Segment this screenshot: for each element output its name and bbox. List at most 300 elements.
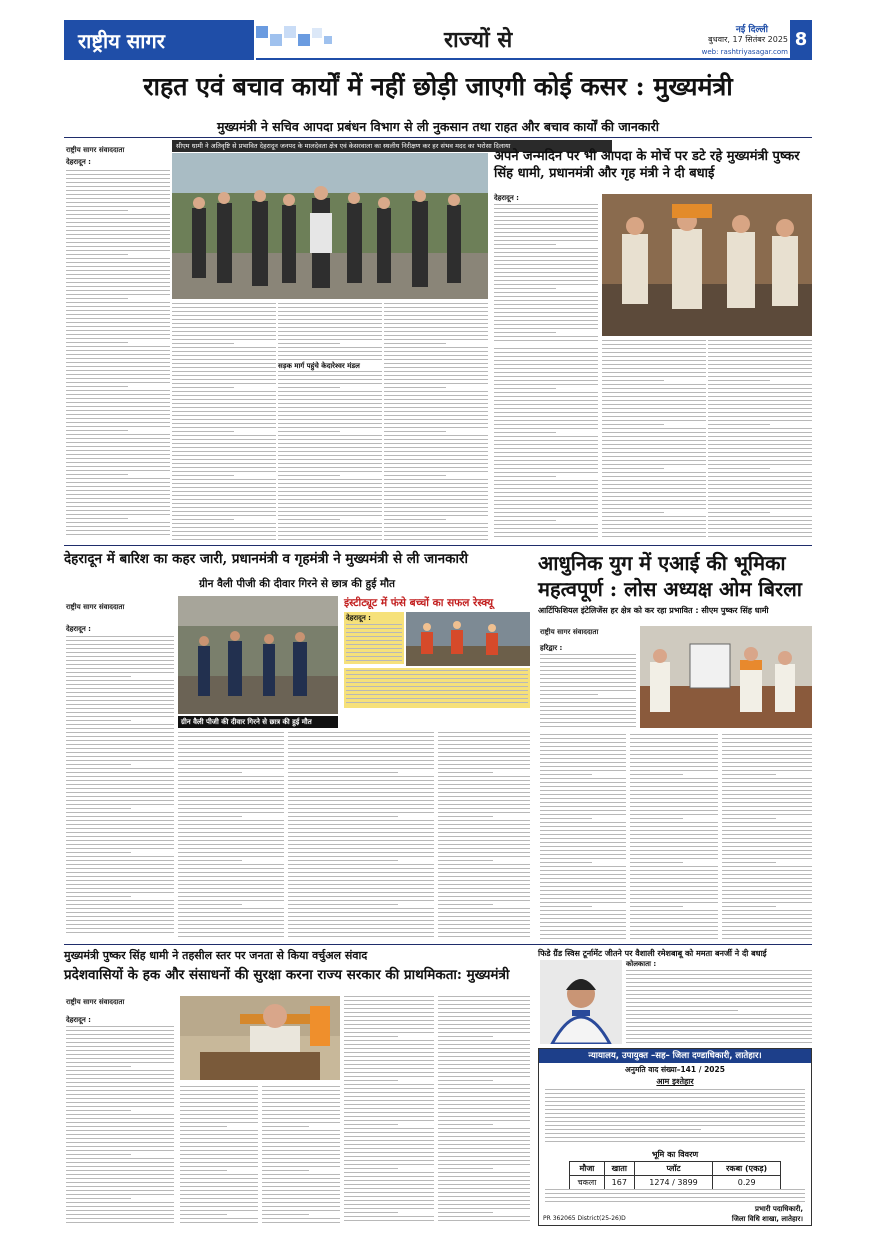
- text-line: [602, 528, 706, 529]
- text-line: [384, 455, 488, 456]
- text-line: [384, 463, 488, 464]
- text-line: [344, 1200, 434, 1201]
- text-line: [384, 339, 488, 340]
- text-line: [438, 1176, 530, 1177]
- text-line: [172, 403, 276, 404]
- text-line: [278, 471, 382, 472]
- text-line: [384, 495, 488, 496]
- text-line: [178, 932, 284, 933]
- text-line: [66, 688, 174, 689]
- text-line: [438, 1132, 530, 1133]
- text-line: [540, 718, 636, 719]
- text-line: [626, 1002, 812, 1003]
- text-line: [278, 495, 382, 496]
- text-line: [540, 914, 626, 915]
- text-line: [66, 438, 170, 439]
- chess-headline: फिडे ग्रैंड स्विस टूर्नामेंट जीतने पर वैशाली रमेशबाबू को ममता बनर्जी ने दी बधाई: [538, 949, 767, 958]
- text-line: [178, 920, 284, 921]
- text-line: [630, 870, 718, 871]
- text-line: [708, 496, 812, 497]
- text-line: [344, 812, 434, 813]
- text-line: [66, 1046, 174, 1047]
- text-line: [722, 930, 812, 931]
- text-line: [66, 1106, 174, 1107]
- text-line: [438, 1164, 530, 1165]
- text-line: [344, 756, 434, 757]
- text-line: [494, 392, 598, 393]
- text-line: [172, 539, 276, 540]
- text-line: [545, 1113, 805, 1114]
- text-line: [172, 383, 276, 384]
- text-line: [346, 678, 528, 679]
- text-line: [66, 1110, 131, 1111]
- text-line: [66, 1146, 174, 1147]
- text-line: [540, 790, 626, 791]
- text-line: [178, 792, 284, 793]
- text-line: [438, 1040, 530, 1041]
- text-line: [630, 734, 718, 735]
- text-line: [384, 523, 488, 524]
- text-line: [344, 800, 434, 801]
- text-line: [602, 344, 706, 345]
- text-line: [384, 531, 488, 532]
- text-line: [540, 858, 626, 859]
- text-line: [172, 511, 276, 512]
- text-line: [630, 926, 718, 927]
- text-line: [278, 519, 340, 520]
- text-line: [708, 424, 770, 425]
- text-line: [278, 387, 340, 388]
- text-line: [630, 810, 718, 811]
- text-line: [66, 294, 170, 295]
- rescue-headline: इंस्टीट्यूट में फंसे बच्चों का सफल रेस्क्यू: [344, 597, 494, 609]
- text-line: [172, 331, 276, 332]
- text-line: [540, 798, 626, 799]
- text-line: [344, 1008, 434, 1009]
- text-line: [278, 443, 382, 444]
- text-line: [438, 900, 530, 901]
- text-line: [438, 744, 530, 745]
- text-line: [438, 732, 530, 733]
- text-line: [344, 1080, 398, 1081]
- text-line: [540, 738, 626, 739]
- text-line: [66, 876, 174, 877]
- ai-body-col4: [722, 734, 812, 942]
- text-line: [630, 858, 718, 859]
- text-line: [344, 996, 434, 997]
- text-line: [178, 860, 242, 861]
- text-line: [494, 340, 598, 341]
- masthead-accent-line: [256, 58, 790, 60]
- rescue-highlight-text: [346, 670, 528, 706]
- text-line: [384, 435, 488, 436]
- text-line: [384, 415, 488, 416]
- text-line: [344, 928, 434, 929]
- text-line: [180, 1150, 258, 1151]
- text-line: [494, 500, 598, 501]
- text-line: [708, 492, 812, 493]
- text-line: [344, 808, 434, 809]
- text-line: [626, 994, 812, 995]
- text-line: [344, 1028, 434, 1029]
- text-line: [66, 486, 170, 487]
- text-line: [66, 748, 174, 749]
- notice-label: आम इश्तेहार: [656, 1077, 694, 1086]
- text-line: [708, 416, 812, 417]
- text-line: [438, 1192, 530, 1193]
- text-line: [262, 1102, 340, 1103]
- text-line: [172, 395, 276, 396]
- text-line: [346, 652, 402, 653]
- mosaic-decoration: [256, 24, 346, 54]
- text-line: [346, 644, 402, 645]
- text-line: [384, 367, 488, 368]
- text-line: [494, 484, 598, 485]
- text-line: [344, 832, 434, 833]
- text-line: [172, 359, 276, 360]
- text-line: [494, 496, 598, 497]
- text-line: [630, 754, 718, 755]
- text-line: [494, 532, 598, 533]
- text-line: [66, 218, 170, 219]
- text-line: [66, 812, 174, 813]
- text-line: [494, 376, 598, 377]
- text-line: [494, 324, 598, 325]
- text-line: [494, 384, 598, 385]
- text-line: [344, 1136, 434, 1137]
- text-line: [602, 524, 706, 525]
- text-line: [630, 822, 718, 823]
- text-line: [262, 1218, 340, 1219]
- text-line: [438, 768, 530, 769]
- text-line: [540, 854, 626, 855]
- text-line: [602, 416, 706, 417]
- text-line: [180, 1210, 258, 1211]
- text-line: [262, 1086, 340, 1087]
- text-line: [540, 810, 626, 811]
- masthead-city: नई दिल्ली: [735, 25, 768, 35]
- birthday-headline: अपने जन्मदिन पर भी आपदा के मोर्चे पर डटे रहे मुख्यमंत्री पुष्कर सिंह धामी, प्रधानमंत्री और गृह मंत्री ने दी बधाई: [494, 149, 800, 181]
- text-line: [262, 1190, 340, 1191]
- text-line: [172, 479, 276, 480]
- text-line: [66, 796, 174, 797]
- text-line: [66, 1214, 174, 1215]
- text-line: [66, 314, 170, 315]
- text-line: [66, 250, 170, 251]
- samvad-body-col3: [262, 1086, 340, 1224]
- text-line: [438, 1012, 530, 1013]
- text-line: [172, 355, 276, 356]
- text-line: [66, 776, 174, 777]
- text-line: [346, 686, 528, 687]
- rain-headline: देहरादून में बारिश का कहर जारी, प्रधानमंत्री व गृहमंत्री ने मुख्यमंत्री से ली जानकारी: [64, 551, 469, 567]
- text-line: [262, 1122, 340, 1123]
- text-line: [66, 1122, 174, 1123]
- text-line: [626, 1022, 812, 1023]
- text-line: [438, 1136, 530, 1137]
- text-line: [384, 467, 488, 468]
- text-line: [344, 1108, 434, 1109]
- mamata-photo: [540, 960, 622, 1044]
- text-line: [630, 846, 718, 847]
- text-line: [630, 922, 718, 923]
- text-line: [722, 914, 812, 915]
- text-line: [66, 888, 174, 889]
- samvad-body-col2: [180, 1086, 258, 1224]
- text-line: [384, 343, 446, 344]
- rain-subhead: ग्रीन वैली पीजी की दीवार गिरने से छात्र की हुई मौत: [198, 578, 396, 590]
- text-line: [344, 1164, 434, 1165]
- text-line: [438, 1212, 493, 1213]
- text-line: [540, 838, 626, 839]
- text-line: [346, 640, 402, 641]
- text-line: [438, 852, 530, 853]
- text-line: [438, 1188, 530, 1189]
- text-line: [494, 412, 598, 413]
- text-line: [66, 530, 170, 531]
- text-line: [384, 519, 446, 520]
- text-line: [494, 424, 598, 425]
- text-line: [344, 1020, 434, 1021]
- text-line: [178, 840, 284, 841]
- text-line: [66, 442, 170, 443]
- text-line: [438, 1124, 493, 1125]
- text-line: [630, 798, 718, 799]
- text-line: [66, 522, 170, 523]
- text-line: [494, 452, 598, 453]
- text-line: [180, 1166, 258, 1167]
- text-line: [66, 1066, 131, 1067]
- text-line: [438, 1060, 530, 1061]
- text-line: [172, 415, 276, 416]
- text-line: [540, 706, 636, 707]
- text-line: [626, 1042, 812, 1043]
- text-line: [494, 228, 598, 229]
- text-line: [66, 334, 170, 335]
- text-line: [708, 392, 812, 393]
- lead-byline: राष्ट्रीय सागर संवाददाता: [66, 146, 125, 154]
- text-line: [438, 896, 530, 897]
- text-line: [344, 908, 434, 909]
- text-line: [494, 520, 556, 521]
- text-line: [438, 1096, 530, 1097]
- text-line: [545, 1197, 805, 1198]
- text-line: [708, 404, 812, 405]
- text-line: [178, 744, 284, 745]
- text-line: [66, 1042, 174, 1043]
- text-line: [172, 507, 276, 508]
- text-line: [278, 315, 382, 316]
- text-line: [180, 1170, 227, 1171]
- text-line: [344, 836, 434, 837]
- text-line: [708, 500, 812, 501]
- text-line: [262, 1094, 340, 1095]
- text-line: [288, 816, 352, 817]
- text-line: [384, 499, 488, 500]
- text-line: [602, 488, 706, 489]
- text-line: [66, 1098, 174, 1099]
- text-line: [540, 878, 626, 879]
- text-line: [278, 347, 382, 348]
- text-line: [438, 1108, 530, 1109]
- text-line: [540, 934, 626, 935]
- legal-notice: [538, 1048, 812, 1226]
- text-line: [66, 1070, 174, 1071]
- text-line: [494, 480, 598, 481]
- text-line: [66, 772, 174, 773]
- ai-body-col3: [630, 734, 718, 942]
- text-line: [66, 266, 170, 267]
- text-line: [384, 447, 488, 448]
- text-line: [494, 472, 598, 473]
- text-line: [384, 319, 488, 320]
- text-line: [178, 804, 284, 805]
- text-line: [66, 258, 170, 259]
- text-line: [602, 356, 706, 357]
- text-line: [602, 420, 706, 421]
- text-line: [66, 1074, 174, 1075]
- text-line: [708, 428, 812, 429]
- text-line: [262, 1090, 340, 1091]
- text-line: [540, 882, 626, 883]
- text-line: [540, 850, 626, 851]
- text-line: [66, 684, 174, 685]
- text-line: [438, 1068, 530, 1069]
- text-line: [494, 240, 598, 241]
- notice-signature-label: प्रभारी पदाधिकारी,: [755, 1205, 803, 1213]
- text-line: [494, 272, 598, 273]
- text-line: [540, 698, 636, 699]
- text-line: [66, 402, 170, 403]
- text-line: [540, 678, 636, 679]
- page-number: 8: [794, 29, 808, 50]
- birthday-body-col3: [602, 340, 706, 538]
- text-line: [180, 1090, 258, 1091]
- text-line: [438, 1036, 493, 1037]
- text-line: [494, 524, 598, 525]
- text-line: [438, 764, 530, 765]
- text-line: [602, 348, 706, 349]
- text-line: [438, 904, 493, 905]
- text-line: [438, 1196, 530, 1197]
- text-line: [66, 282, 170, 283]
- text-line: [178, 852, 284, 853]
- text-line: [66, 800, 174, 801]
- text-line: [178, 868, 284, 869]
- text-line: [630, 782, 718, 783]
- text-line: [66, 354, 170, 355]
- text-line: [344, 1004, 434, 1005]
- text-line: [494, 288, 556, 289]
- text-line: [438, 1048, 530, 1049]
- text-line: [722, 890, 812, 891]
- text-line: [722, 826, 812, 827]
- text-line: [178, 784, 284, 785]
- text-line: [178, 896, 284, 897]
- text-line: [344, 752, 434, 753]
- text-line: [602, 408, 706, 409]
- text-line: [178, 872, 284, 873]
- text-line: [66, 426, 170, 427]
- text-line: [602, 448, 706, 449]
- samvad-big-headline: प्रदेशवासियों के हक और संसाधनों की सुरक्षा करना राज्य सरकार की प्राथमिकता: मुख्यमंत्री: [64, 967, 510, 983]
- text-line: [66, 510, 170, 511]
- text-line: [438, 1056, 530, 1057]
- text-line: [346, 656, 402, 657]
- text-line: [66, 692, 174, 693]
- text-line: [438, 924, 530, 925]
- text-line: [722, 878, 812, 879]
- text-line: [66, 804, 174, 805]
- text-line: [344, 912, 434, 913]
- text-line: [708, 432, 812, 433]
- text-line: [602, 492, 706, 493]
- text-line: [344, 1172, 434, 1173]
- text-line: [66, 298, 128, 299]
- text-line: [66, 764, 131, 765]
- text-line: [178, 764, 284, 765]
- text-line: [262, 1118, 340, 1119]
- text-line: [262, 1206, 340, 1207]
- rain-photo: [178, 596, 338, 714]
- text-line: [172, 307, 276, 308]
- text-line: [278, 475, 340, 476]
- text-line: [344, 792, 434, 793]
- text-line: [494, 504, 598, 505]
- text-line: [630, 826, 718, 827]
- text-line: [66, 1102, 174, 1103]
- text-line: [278, 463, 382, 464]
- text-line: [178, 736, 284, 737]
- land-table: [569, 1161, 781, 1190]
- text-line: [344, 804, 434, 805]
- text-line: [494, 512, 598, 513]
- text-line: [722, 906, 776, 907]
- text-line: [178, 936, 284, 937]
- text-line: [494, 316, 598, 317]
- text-line: [384, 311, 488, 312]
- text-line: [384, 351, 488, 352]
- text-line: [66, 696, 174, 697]
- text-line: [66, 390, 170, 391]
- text-line: [722, 742, 812, 743]
- text-line: [344, 1084, 434, 1085]
- text-line: [438, 1204, 530, 1205]
- text-line: [172, 371, 276, 372]
- text-line: [708, 372, 812, 373]
- text-line: [66, 864, 174, 865]
- lead-subhead: मुख्यमंत्री ने सचिव आपदा प्रबंधन विभाग से ली नुकसान तथा राहत और बचाव कार्यों की जानकारी: [216, 119, 660, 134]
- text-line: [626, 1010, 738, 1011]
- text-line: [438, 1000, 530, 1001]
- text-line: [630, 930, 718, 931]
- text-line: [438, 796, 530, 797]
- text-line: [344, 1160, 434, 1161]
- text-line: [708, 420, 812, 421]
- text-line: [626, 998, 812, 999]
- text-line: [344, 1096, 434, 1097]
- text-line: [630, 794, 718, 795]
- text-line: [172, 475, 234, 476]
- text-line: [438, 920, 530, 921]
- rescue-body-col2: [438, 732, 530, 942]
- text-line: [708, 468, 770, 469]
- text-line: [438, 1160, 530, 1161]
- text-line: [602, 340, 706, 341]
- lead-body-col2: [172, 303, 276, 541]
- text-line: [494, 380, 598, 381]
- text-line: [278, 539, 382, 540]
